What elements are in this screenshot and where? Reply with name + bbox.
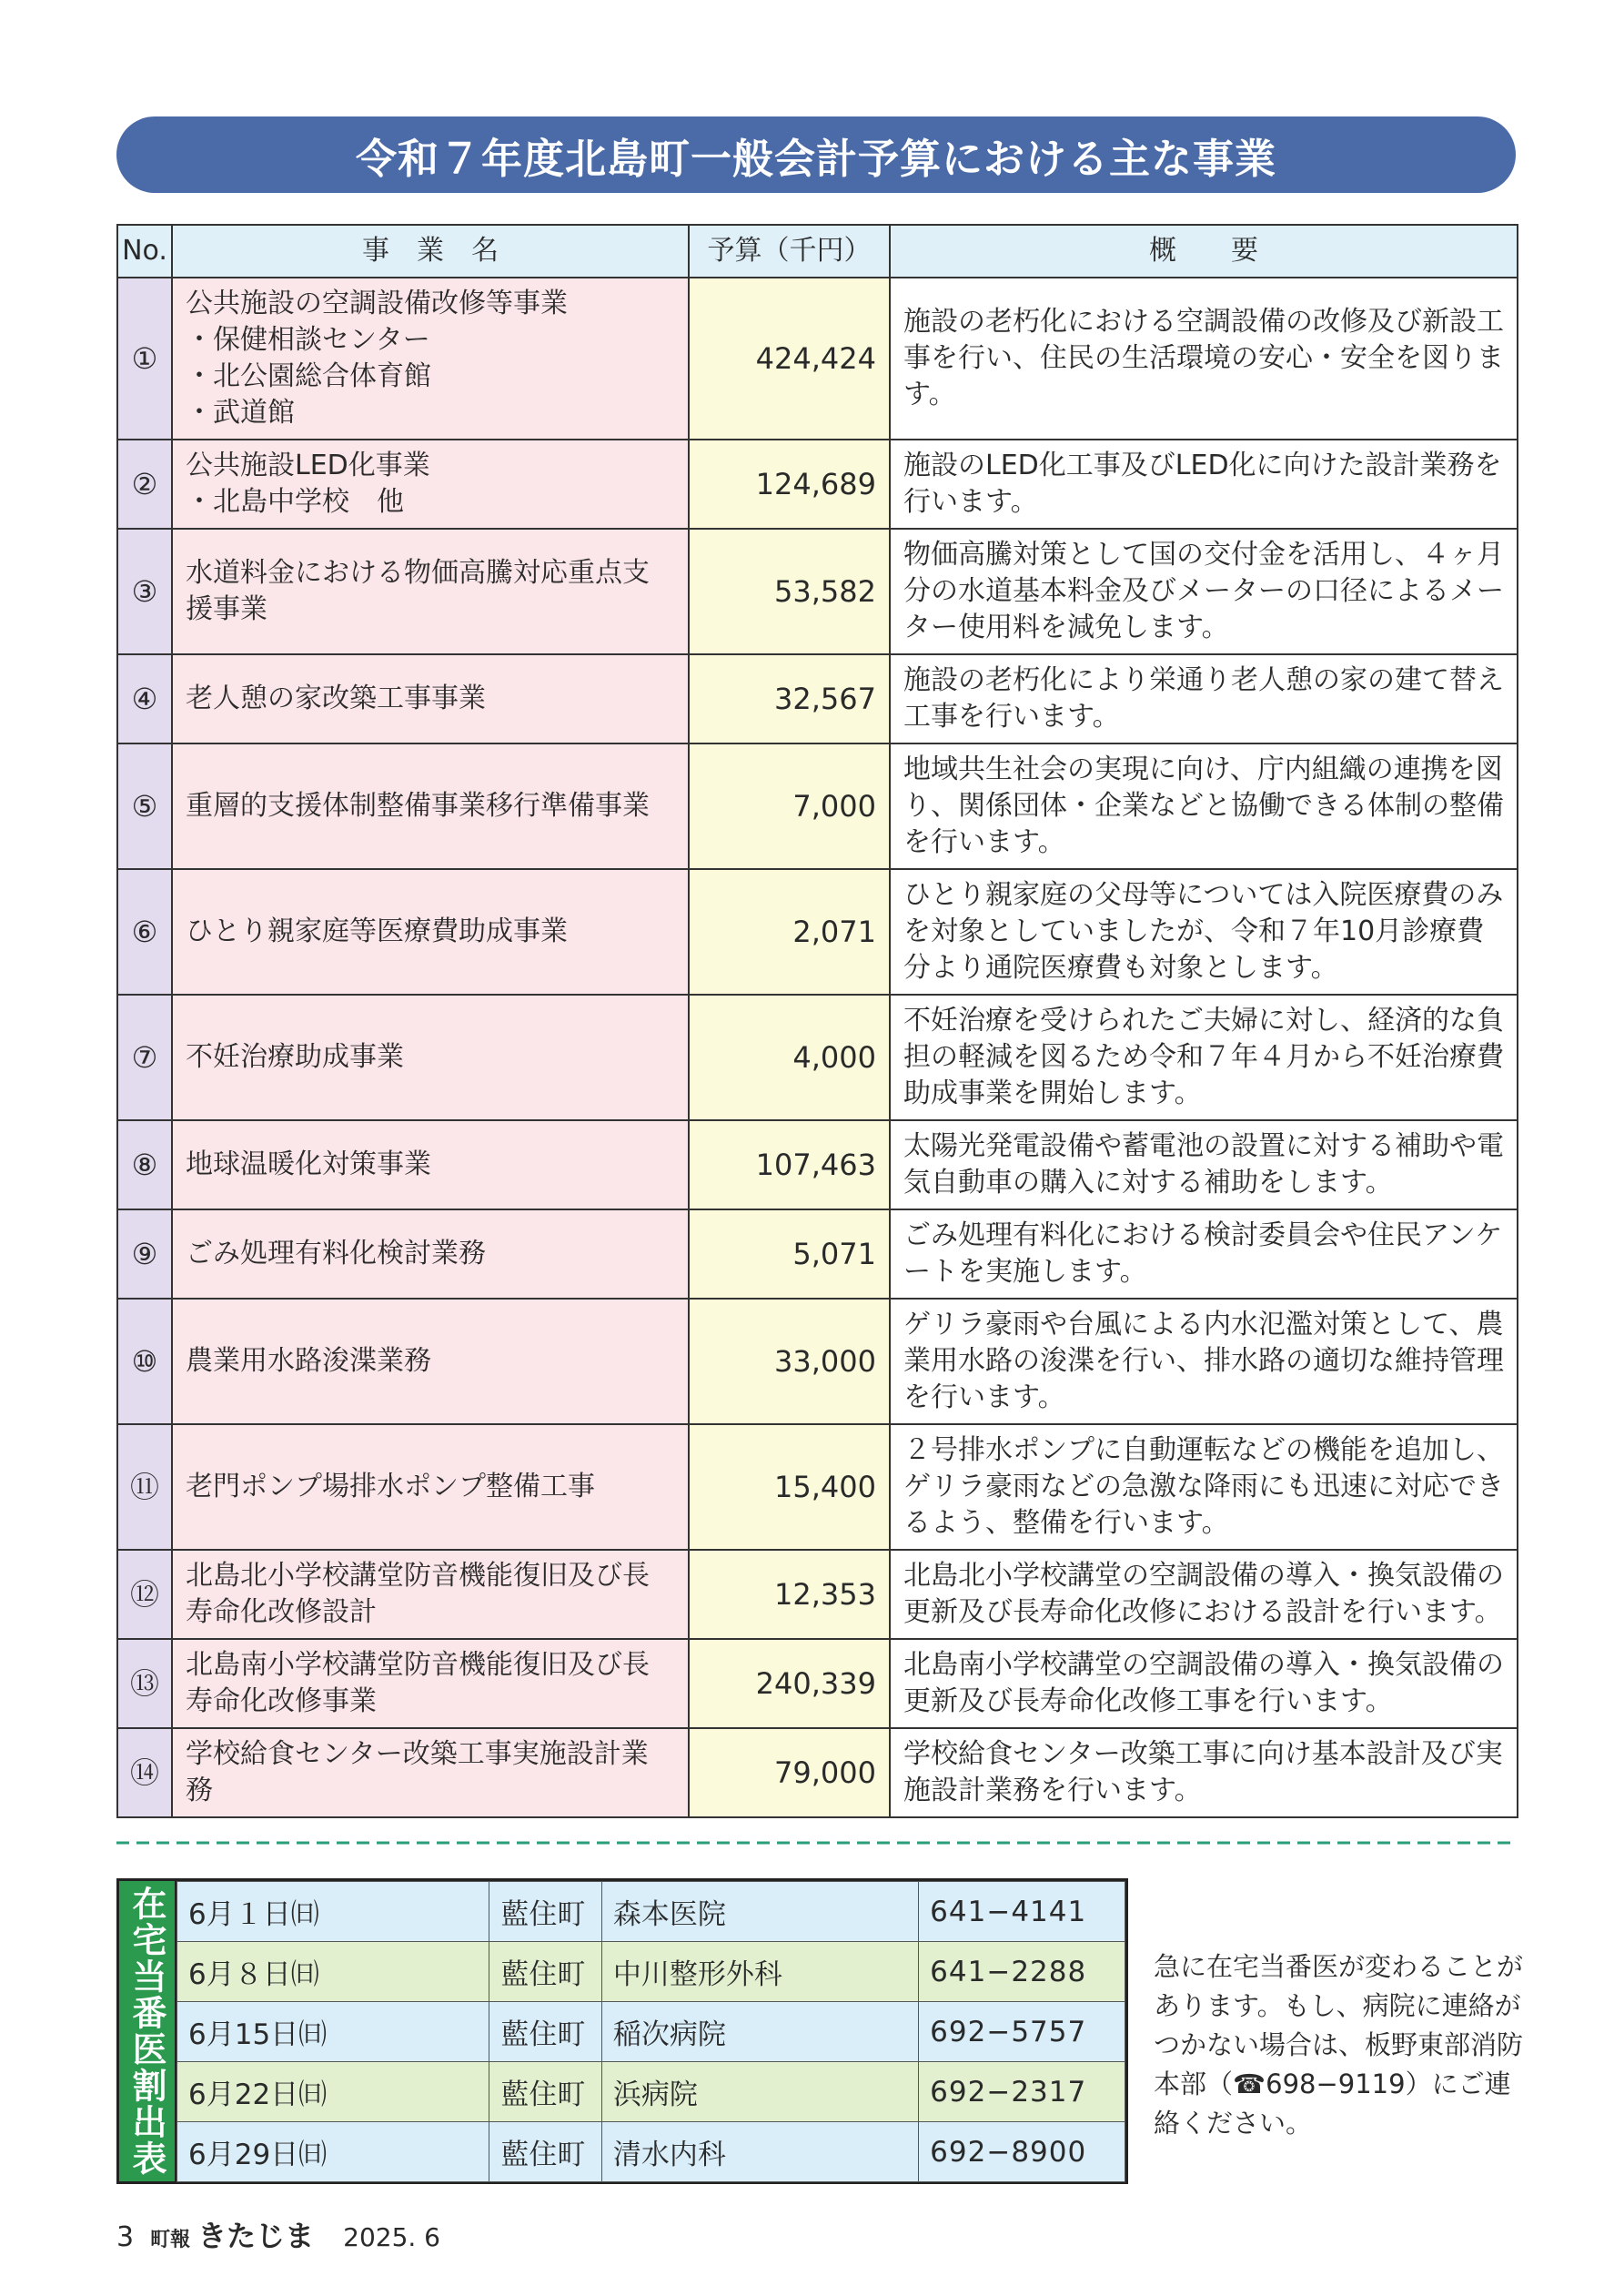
row-number: ⑥ (117, 869, 172, 995)
project-name-line: ひとり親家庭等医療費助成事業 (186, 915, 568, 947)
project-name-line: 公共施設の空調設備改修等事業 (186, 288, 568, 319)
project-summary: 物価高騰対策として国の交付金を活用し、４ヶ月分の水道基本料金及びメーターの口径によるメーター使用料を減免します。 (890, 529, 1518, 654)
row-number: ⑤ (117, 743, 172, 869)
project-summary: ごみ処理有料化における検討委員会や住民アンケートを実施します。 (890, 1209, 1518, 1299)
budget-amount: 15,400 (689, 1424, 890, 1550)
project-name (172, 869, 689, 995)
duty-clinic: 森本医院 (601, 1882, 918, 1942)
table-row (177, 2122, 1125, 2182)
publication-prefix: 町報 (150, 2229, 191, 2251)
project-name (172, 1424, 689, 1550)
budget-amount: 107,463 (689, 1120, 890, 1209)
table-row (117, 1728, 1518, 1817)
duty-phone: 692−5757 (919, 2002, 1125, 2062)
budget-amount: 12,353 (689, 1550, 890, 1639)
project-name (172, 440, 689, 529)
row-number: ① (117, 278, 172, 440)
project-name-line: 老門ポンプ場排水ポンプ整備工事 (186, 1471, 595, 1502)
project-name-line: 農業用水路浚渫業務 (186, 1345, 431, 1377)
project-name (172, 529, 689, 654)
project-summary: 施設の老朽化により栄通り老人憩の家の建て替え工事を行います。 (890, 654, 1518, 743)
issue-date: 2025. 6 (343, 2222, 440, 2252)
table-row (177, 2062, 1125, 2122)
duty-clinic: 清水内科 (601, 2122, 918, 2182)
header-no: No. (117, 225, 172, 278)
publication-name: きたじま (197, 2219, 315, 2253)
duty-town: 藍住町 (489, 2122, 602, 2182)
duty-phone: 641−2288 (919, 1942, 1125, 2002)
table-row (117, 1424, 1518, 1550)
row-number: ② (117, 440, 172, 529)
duty-phone: 692−8900 (919, 2122, 1125, 2182)
table-row (117, 869, 1518, 995)
duty-phone: 692−2317 (919, 2062, 1125, 2122)
project-name-line: ・武道館 (186, 397, 295, 429)
project-name-line: 北島南小学校講堂防音機能復旧及び長寿命化改修事業 (186, 1649, 650, 1717)
budget-amount: 2,071 (689, 869, 890, 995)
project-name-line: ・北公園総合体育館 (186, 360, 431, 392)
duty-town: 藍住町 (489, 2062, 602, 2122)
table-row (177, 2002, 1125, 2062)
project-name-line: ごみ処理有料化検討業務 (186, 1238, 486, 1269)
duty-town: 藍住町 (489, 1942, 602, 2002)
row-number: ③ (117, 529, 172, 654)
project-summary: 不妊治療を受けられたご夫婦に対し、経済的な負担の軽減を図るため令和７年４月から不妊治療費助成事業を開始します。 (890, 995, 1518, 1120)
duty-date: 6月１日㈰ (177, 1882, 489, 1942)
budget-amount: 32,567 (689, 654, 890, 743)
duty-date: 6月29日㈰ (177, 2122, 489, 2182)
project-name-line: 公共施設LED化事業 (186, 450, 430, 481)
project-name (172, 1120, 689, 1209)
table-row (117, 1550, 1518, 1639)
table-row (117, 654, 1518, 743)
dotted-divider (116, 1837, 1516, 1848)
project-name-line: 不妊治療助成事業 (186, 1041, 404, 1073)
row-number: ⑧ (117, 1120, 172, 1209)
duty-table-title: 在宅当番医割出表 (119, 1881, 177, 2181)
budget-amount: 4,000 (689, 995, 890, 1120)
project-summary: 北島北小学校講堂の空調設備の導入・換気設備の更新及び長寿命化改修における設計を行います。 (890, 1550, 1518, 1639)
budget-amount: 424,424 (689, 278, 890, 440)
project-name (172, 654, 689, 743)
header-summary: 概 要 (890, 225, 1518, 278)
project-name-line: 北島北小学校講堂防音機能復旧及び長寿命化改修設計 (186, 1560, 650, 1628)
table-row (117, 995, 1518, 1120)
page-number: 3 (116, 2221, 135, 2253)
footer (116, 2213, 440, 2255)
project-summary: 学校給食センター改築工事に向け基本設計及び実施設計業務を行います。 (890, 1728, 1518, 1817)
duty-date: 6月22日㈰ (177, 2062, 489, 2122)
project-name-line: 重層的支援体制整備事業移行準備事業 (186, 790, 650, 822)
project-summary: 施設の老朽化における空調設備の改修及び新設工事を行い、住民の生活環境の安心・安全を図ります。 (890, 278, 1518, 440)
table-row (117, 1299, 1518, 1424)
title-banner (116, 116, 1516, 193)
duty-clinic: 浜病院 (601, 2062, 918, 2122)
budget-amount: 79,000 (689, 1728, 890, 1817)
project-summary: 地域共生社会の実現に向け、庁内組織の連携を図り、関係団体・企業などと協働できる体制の整備を行います。 (890, 743, 1518, 869)
project-name (172, 1299, 689, 1424)
header-name: 事 業 名 (172, 225, 689, 278)
duty-phone: 641−4141 (919, 1882, 1125, 1942)
duty-note: 急に在宅当番医が変わることがあります。もし、病院に連絡がつかない場合は、板野東部消防本部（☎698−9119）にご連絡ください。 (1154, 1951, 1524, 2139)
project-name-line: 学校給食センター改築工事実施設計業務 (186, 1738, 649, 1806)
table-row (117, 440, 1518, 529)
table-row (117, 529, 1518, 654)
duty-date: 6月15日㈰ (177, 2002, 489, 2062)
budget-table-header (117, 225, 1518, 278)
project-summary: ２号排水ポンプに自動運転などの機能を追加し、ゲリラ豪雨などの急激な降雨にも迅速に対応できるよう、整備を行います。 (890, 1424, 1518, 1550)
project-name-line: ・北島中学校 他 (186, 486, 404, 518)
table-row (117, 1209, 1518, 1299)
table-row (117, 743, 1518, 869)
project-name (172, 1209, 689, 1299)
row-number: ⑫ (117, 1550, 172, 1639)
row-number: ⑪ (117, 1424, 172, 1550)
budget-amount: 124,689 (689, 440, 890, 529)
table-row (117, 1639, 1518, 1728)
duty-clinic: 中川整形外科 (601, 1942, 918, 2002)
row-number: ⑬ (117, 1639, 172, 1728)
table-row (177, 1942, 1125, 2002)
project-name-line: 老人憩の家改築工事事業 (186, 683, 486, 714)
page-title: 令和７年度北島町一般会計予算における主な事業 (355, 134, 1276, 183)
budget-amount: 7,000 (689, 743, 890, 869)
row-number: ⑦ (117, 995, 172, 1120)
project-name (172, 743, 689, 869)
project-summary: 北島南小学校講堂の空調設備の導入・換気設備の更新及び長寿命化改修工事を行います。 (890, 1639, 1518, 1728)
project-name (172, 995, 689, 1120)
duty-town: 藍住町 (489, 2002, 602, 2062)
project-name-line: ・保健相談センター (186, 324, 430, 356)
budget-amount: 33,000 (689, 1299, 890, 1424)
budget-amount: 240,339 (689, 1639, 890, 1728)
budget-table (116, 224, 1518, 1818)
project-summary: 太陽光発電設備や蓄電池の設置に対する補助や電気自動車の購入に対する補助をします。 (890, 1120, 1518, 1209)
table-row (117, 1120, 1518, 1209)
header-amount: 予算（千円） (689, 225, 890, 278)
row-number: ⑩ (117, 1299, 172, 1424)
project-name-line: 地球温暖化対策事業 (186, 1148, 431, 1180)
project-name (172, 1639, 689, 1728)
project-summary: 施設のLED化工事及びLED化に向けた設計業務を行います。 (890, 440, 1518, 529)
budget-amount: 53,582 (689, 529, 890, 654)
duty-doctor-table (116, 1878, 1128, 2184)
project-name (172, 1550, 689, 1639)
table-row (177, 1882, 1125, 1942)
project-summary: ゲリラ豪雨や台風による内水氾濫対策として、農業用水路の浚渫を行い、排水路の適切な維持管理を行います。 (890, 1299, 1518, 1424)
duty-clinic: 稲次病院 (601, 2002, 918, 2062)
budget-amount: 5,071 (689, 1209, 890, 1299)
duty-town: 藍住町 (489, 1882, 602, 1942)
duty-date: 6月８日㈰ (177, 1942, 489, 2002)
table-row (117, 278, 1518, 440)
row-number: ④ (117, 654, 172, 743)
project-name (172, 1728, 689, 1817)
project-summary: ひとり親家庭の父母等については入院医療費のみを対象としていましたが、令和７年10月診療費分より通院医療費も対象とします。 (890, 869, 1518, 995)
row-number: ⑭ (117, 1728, 172, 1817)
project-name (172, 278, 689, 440)
project-name-line: 水道料金における物価高騰対応重点支援事業 (186, 557, 650, 625)
row-number: ⑨ (117, 1209, 172, 1299)
